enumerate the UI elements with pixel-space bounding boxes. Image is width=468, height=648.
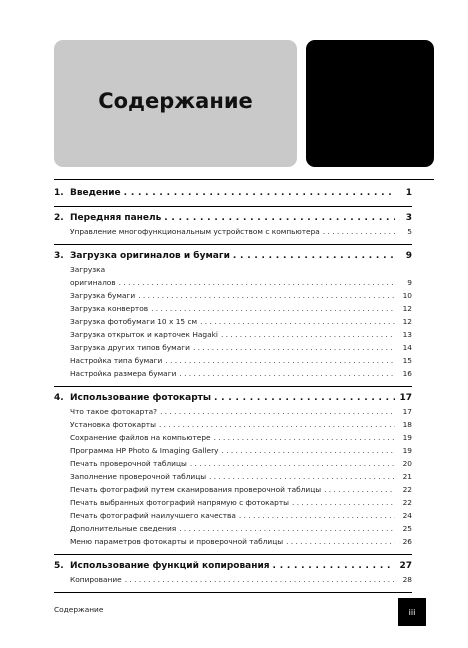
subsection-page-number: 16 [402, 369, 412, 378]
chapter-page-number: 9 [405, 251, 412, 261]
subsection-title: Настройка типа бумаги [70, 356, 163, 365]
toc-section [54, 561, 412, 588]
dot-leader [179, 524, 395, 533]
toc-subsection-entry[interactable] [54, 485, 412, 498]
toc-subsection-entry[interactable] [54, 407, 412, 420]
toc-subsection-entry[interactable] [54, 511, 412, 524]
subsection-title: Загрузка [70, 265, 106, 274]
subsection-title: Печать проверочной таблицы [70, 459, 187, 468]
subsection-title: Печать фотографий путем сканирования проверочной таблицы [70, 485, 322, 494]
subsection-title: оригиналов [70, 278, 116, 287]
subsection-title: Загрузка фотобумаги 10 x 15 см [70, 317, 198, 326]
subsection-title: Печать фотографий наилучшего качества [70, 511, 236, 520]
toc-subsection-entry[interactable] [54, 317, 412, 330]
dot-leader [239, 511, 395, 520]
subsection-page-number: 10 [402, 291, 412, 300]
subsection-page-number: 25 [402, 524, 412, 533]
toc-subsection-entry[interactable] [54, 291, 412, 304]
dot-leader [214, 433, 395, 442]
toc-subsection-entry[interactable] [54, 356, 412, 369]
subsection-page-number: 19 [402, 433, 412, 442]
table-of-contents [54, 188, 412, 599]
subsection-page-number: 12 [402, 317, 412, 326]
dot-leader [222, 446, 395, 455]
dot-leader [286, 537, 395, 546]
subsection-page-number: 21 [402, 472, 412, 481]
chapter-number: 5. [54, 561, 64, 571]
subsection-page-number: 26 [402, 537, 412, 546]
subsection-page-number: 17 [402, 407, 412, 416]
section-divider [54, 206, 412, 207]
subsection-page-number: 15 [402, 356, 412, 365]
toc-subsection-entry[interactable] [54, 265, 412, 278]
subsection-title: Дополнительные сведения [70, 524, 177, 533]
page-title: Содержание [98, 89, 253, 113]
subsection-page-number: 14 [402, 343, 412, 352]
subsection-title: Установка фотокарты [70, 420, 156, 429]
toc-subsection-entry[interactable] [54, 524, 412, 537]
chapter-title: Загрузка оригиналов и бумаги [70, 251, 230, 261]
chapter-page-number: 17 [399, 393, 412, 403]
toc-chapter-entry[interactable] [54, 188, 412, 202]
chapter-page-number: 1 [405, 188, 412, 198]
dot-leader [119, 278, 395, 287]
dot-leader [164, 213, 395, 223]
subsection-page-number: 22 [402, 485, 412, 494]
subsection-page-number: 24 [402, 511, 412, 520]
toc-subsection-entry[interactable] [54, 343, 412, 356]
subsection-title: Сохранение файлов на компьютере [70, 433, 211, 442]
header-panel [54, 40, 297, 167]
toc-subsection-entry[interactable] [54, 227, 412, 240]
section-divider [54, 244, 412, 245]
chapter-number: 3. [54, 251, 64, 261]
toc-subsection-entry[interactable] [54, 330, 412, 343]
toc-chapter-entry[interactable] [54, 393, 412, 407]
top-rule [54, 179, 434, 180]
chapter-page-number: 3 [405, 213, 412, 223]
toc-subsection-entry[interactable] [54, 420, 412, 433]
dot-leader [190, 459, 395, 468]
dot-leader [179, 369, 395, 378]
subsection-page-number: 22 [402, 498, 412, 507]
dot-leader [200, 317, 395, 326]
section-divider [54, 386, 412, 387]
subsection-title: Программа HP Photo & Imaging Gallery [70, 446, 219, 455]
toc-chapter-entry[interactable] [54, 561, 412, 575]
dot-leader [273, 561, 395, 571]
subsection-title: Настройка размера бумаги [70, 369, 177, 378]
subsection-page-number: 28 [402, 575, 412, 584]
toc-subsection-entry[interactable] [54, 446, 412, 459]
section-divider [54, 554, 412, 555]
toc-subsection-entry[interactable] [54, 433, 412, 446]
subsection-title: Заполнение проверочной таблицы [70, 472, 207, 481]
dot-leader [209, 472, 395, 481]
chapter-page-number: 27 [399, 561, 412, 571]
dot-leader [165, 356, 395, 365]
toc-subsection-entry[interactable] [54, 537, 412, 550]
subsection-title: Загрузка других типов бумаги [70, 343, 190, 352]
toc-subsection-entry[interactable] [54, 472, 412, 485]
chapter-number: 1. [54, 188, 64, 198]
subsection-title: Меню параметров фотокарты и проверочной таблицы [70, 537, 284, 546]
footer-page-number: iii [398, 598, 426, 626]
subsection-title: Управление многофункциональным устройством с компьютера [70, 227, 320, 236]
toc-section [54, 213, 412, 240]
subsection-page-number: 18 [402, 420, 412, 429]
subsection-page-number: 19 [402, 446, 412, 455]
subsection-title: Загрузка открыток и карточек Hagaki [70, 330, 218, 339]
subsection-page-number: 5 [407, 227, 412, 236]
toc-section [54, 188, 412, 202]
toc-subsection-entry[interactable] [54, 498, 412, 511]
chapter-title: Передняя панель [70, 213, 162, 223]
subsection-title: Загрузка конвертов [70, 304, 149, 313]
footer-label: Содержание [54, 605, 104, 614]
chapter-number: 2. [54, 213, 64, 223]
decorative-black-panel [306, 40, 434, 167]
dot-leader [221, 330, 395, 339]
dot-leader [151, 304, 395, 313]
dot-leader [323, 227, 395, 236]
toc-subsection-entry[interactable] [54, 304, 412, 317]
toc-subsection-entry[interactable] [54, 369, 412, 382]
dot-leader [138, 291, 395, 300]
toc-section [54, 251, 412, 382]
subsection-title: Печать выбранных фотографий напрямую с фотокарты [70, 498, 290, 507]
dot-leader [292, 498, 395, 507]
toc-section [54, 393, 412, 550]
subsection-page-number: 13 [402, 330, 412, 339]
toc-subsection-entry[interactable] [54, 278, 412, 291]
dot-leader [125, 575, 395, 584]
dot-leader [324, 485, 395, 494]
subsection-page-number: 9 [407, 278, 412, 287]
subsection-title: Что такое фотокарта? [70, 407, 158, 416]
chapter-title: Использование функций копирования [70, 561, 270, 571]
toc-subsection-entry[interactable] [54, 459, 412, 472]
toc-subsection-entry[interactable] [54, 575, 412, 588]
subsection-page-number: 20 [402, 459, 412, 468]
subsection-page-number: 12 [402, 304, 412, 313]
subsection-title: Загрузка бумаги [70, 291, 136, 300]
chapter-number: 4. [54, 393, 64, 403]
dot-leader [124, 188, 395, 198]
toc-chapter-entry[interactable] [54, 213, 412, 227]
dot-leader [214, 393, 395, 403]
dot-leader [160, 407, 395, 416]
dot-leader [233, 251, 395, 261]
chapter-title: Использование фотокарты [70, 393, 211, 403]
chapter-title: Введение [70, 188, 121, 198]
section-divider [54, 592, 412, 593]
toc-chapter-entry[interactable] [54, 251, 412, 265]
dot-leader [159, 420, 395, 429]
subsection-title: Копирование [70, 575, 122, 584]
dot-leader [193, 343, 395, 352]
